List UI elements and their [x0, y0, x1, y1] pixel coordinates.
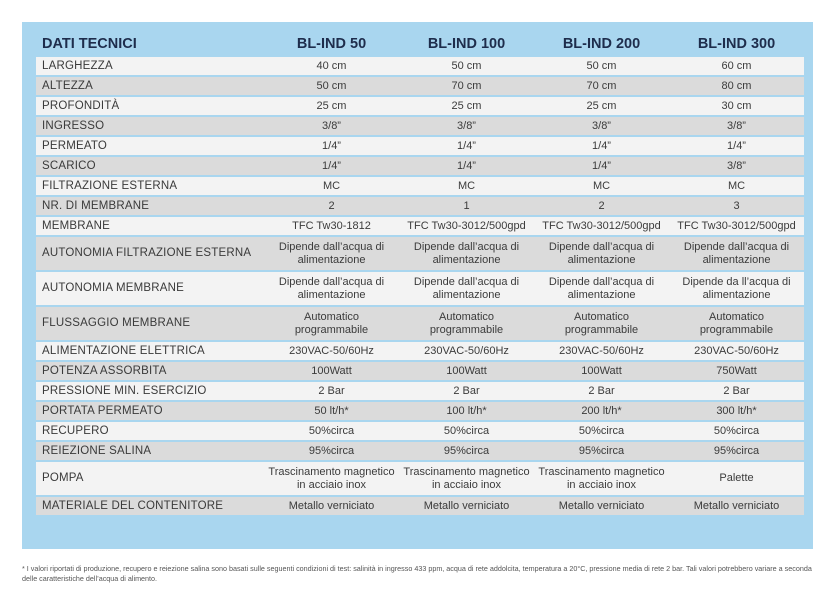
table-cell: 60 cm [669, 57, 804, 75]
row-label: REIEZIONE SALINA [36, 442, 264, 460]
table-cell: 3/8” [264, 117, 399, 135]
table-cell: 50%circa [264, 422, 399, 440]
table-row [36, 362, 804, 380]
table-row [36, 462, 804, 495]
table-cell: Automatico programmabile [669, 307, 804, 340]
table-row [36, 177, 804, 195]
table-cell: 3/8” [399, 117, 534, 135]
table-cell: 50 cm [399, 57, 534, 75]
header-bl-ind-200: BL-IND 200 [562, 35, 641, 52]
table-cell: 50 lt/h* [264, 402, 399, 420]
header-dati-tecnici: DATI TECNICI [42, 35, 137, 52]
table-row [36, 217, 804, 235]
table-cell: 2 Bar [399, 382, 534, 400]
row-label: LARGHEZZA [36, 57, 264, 75]
table-cell: 50%circa [399, 422, 534, 440]
table-cell: 230VAC-50/60Hz [399, 342, 534, 360]
table-header-row [36, 32, 804, 55]
row-label: MATERIALE DEL CONTENITORE [36, 497, 264, 515]
table-cell: 100Watt [399, 362, 534, 380]
table-row [36, 307, 804, 340]
table-cell: 3/8” [534, 117, 669, 135]
table-cell: Automatico programmabile [534, 307, 669, 340]
table-row [36, 402, 804, 420]
row-label: POTENZA ASSORBITA [36, 362, 264, 380]
row-label: POMPA [36, 462, 264, 495]
row-label: RECUPERO [36, 422, 264, 440]
row-label: PERMEATO [36, 137, 264, 155]
header-bl-ind-300: BL-IND 300 [697, 35, 776, 52]
table-row [36, 497, 804, 515]
row-label: AUTONOMIA FILTRAZIONE ESTERNA [36, 237, 264, 270]
row-label: FILTRAZIONE ESTERNA [36, 177, 264, 195]
table-cell: 2 [264, 197, 399, 215]
technical-data-table [36, 30, 804, 517]
table-cell: 25 cm [534, 97, 669, 115]
table-cell: 95%circa [669, 442, 804, 460]
table-cell: 1/4” [264, 137, 399, 155]
table-cell: Dipende dall’acqua di alimentazione [669, 237, 804, 270]
row-label: NR. DI MEMBRANE [36, 197, 264, 215]
table-row [36, 422, 804, 440]
table-cell: 25 cm [264, 97, 399, 115]
table-cell: 3/8” [669, 117, 804, 135]
table-row [36, 97, 804, 115]
table-row [36, 442, 804, 460]
table-cell: 1/4” [399, 157, 534, 175]
table-row [36, 77, 804, 95]
table-row [36, 157, 804, 175]
table-cell: 50 cm [264, 77, 399, 95]
table-row [36, 137, 804, 155]
table-cell: 2 Bar [264, 382, 399, 400]
table-cell: MC [534, 177, 669, 195]
table-cell: 2 [534, 197, 669, 215]
table-cell: Trascinamento magnetico in acciaio inox [264, 462, 399, 495]
row-label: FLUSSAGGIO MEMBRANE [36, 307, 264, 340]
table-cell: Dipende dall’acqua di alimentazione [534, 272, 669, 305]
table-row [36, 117, 804, 135]
table-cell: 100Watt [534, 362, 669, 380]
table-cell: Dipende dall’acqua di alimentazione [399, 237, 534, 270]
row-label: PROFONDITÀ [36, 97, 264, 115]
table-cell: 3 [669, 197, 804, 215]
row-label: PRESSIONE MIN. ESERCIZIO [36, 382, 264, 400]
table-cell: 30 cm [669, 97, 804, 115]
table-cell: 2 Bar [669, 382, 804, 400]
table-cell: 25 cm [399, 97, 534, 115]
table-cell: 70 cm [534, 77, 669, 95]
table-cell: TFC Tw30-1812 [264, 217, 399, 235]
row-label: PORTATA PERMEATO [36, 402, 264, 420]
row-label: ALTEZZA [36, 77, 264, 95]
table-row [36, 57, 804, 75]
table-row [36, 237, 804, 270]
table-cell: 300 lt/h* [669, 402, 804, 420]
table-cell: 50 cm [534, 57, 669, 75]
table-cell: Dipende da ll’acqua di alimentazione [669, 272, 804, 305]
table-cell: MC [669, 177, 804, 195]
table-cell: 100Watt [264, 362, 399, 380]
table-cell: Automatico programmabile [399, 307, 534, 340]
table-cell: Metallo verniciato [534, 497, 669, 515]
table-body [36, 57, 804, 515]
table-cell: 3/8” [669, 157, 804, 175]
row-label: INGRESSO [36, 117, 264, 135]
footnote: * I valori riportati di produzione, recupero e reiezione salina sono basati sulle seguenti condizioni di test: salinità in ingresso 433 ppm, acqua di rete addolcita, temperatura a 20°C, pressione media di rete 2 bar. Tali valori potrebbero variare a seconda delle caratteristiche dell’acqua di alimento. [22, 564, 812, 583]
table-row [36, 342, 804, 360]
table-cell: 80 cm [669, 77, 804, 95]
table-cell: Metallo verniciato [399, 497, 534, 515]
row-label: ALIMENTAZIONE ELETTRICA [36, 342, 264, 360]
table-cell: 100 lt/h* [399, 402, 534, 420]
table-cell: 1/4” [399, 137, 534, 155]
header-bl-ind-50: BL-IND 50 [296, 35, 367, 52]
table-cell: TFC Tw30-3012/500gpd [669, 217, 804, 235]
table-row [36, 382, 804, 400]
table-cell: 50%circa [669, 422, 804, 440]
table-cell: Trascinamento magnetico in acciaio inox [534, 462, 669, 495]
table-cell: TFC Tw30-3012/500gpd [399, 217, 534, 235]
table-cell: 70 cm [399, 77, 534, 95]
header-bl-ind-100: BL-IND 100 [427, 35, 506, 52]
table-cell: 95%circa [534, 442, 669, 460]
table-cell: 200 lt/h* [534, 402, 669, 420]
table-cell: 750Watt [669, 362, 804, 380]
table-cell: Dipende dall’acqua di alimentazione [264, 237, 399, 270]
row-label: SCARICO [36, 157, 264, 175]
table-cell: TFC Tw30-3012/500gpd [534, 217, 669, 235]
table-cell: Automatico programmabile [264, 307, 399, 340]
table-cell: 50%circa [534, 422, 669, 440]
table-cell: Palette [669, 462, 804, 495]
table-cell: 230VAC-50/60Hz [264, 342, 399, 360]
table-row [36, 272, 804, 305]
table-cell: 1/4” [264, 157, 399, 175]
table-cell: Dipende dall’acqua di alimentazione [399, 272, 534, 305]
table-cell: 1/4” [534, 157, 669, 175]
table-cell: Trascinamento magnetico in acciaio inox [399, 462, 534, 495]
table-cell: MC [264, 177, 399, 195]
table-cell: Metallo verniciato [264, 497, 399, 515]
table-cell: 95%circa [264, 442, 399, 460]
table-cell: Metallo verniciato [669, 497, 804, 515]
table-cell: Dipende dall’acqua di alimentazione [264, 272, 399, 305]
table-cell: 230VAC-50/60Hz [669, 342, 804, 360]
row-label: AUTONOMIA MEMBRANE [36, 272, 264, 305]
table-row [36, 197, 804, 215]
row-label: MEMBRANE [36, 217, 264, 235]
table-cell: 95%circa [399, 442, 534, 460]
table-cell: 1/4” [534, 137, 669, 155]
table-cell: 230VAC-50/60Hz [534, 342, 669, 360]
table-cell: 1 [399, 197, 534, 215]
table-cell: MC [399, 177, 534, 195]
table-cell: Dipende dall’acqua di alimentazione [534, 237, 669, 270]
table-cell: 2 Bar [534, 382, 669, 400]
table-cell: 40 cm [264, 57, 399, 75]
table-cell: 1/4” [669, 137, 804, 155]
